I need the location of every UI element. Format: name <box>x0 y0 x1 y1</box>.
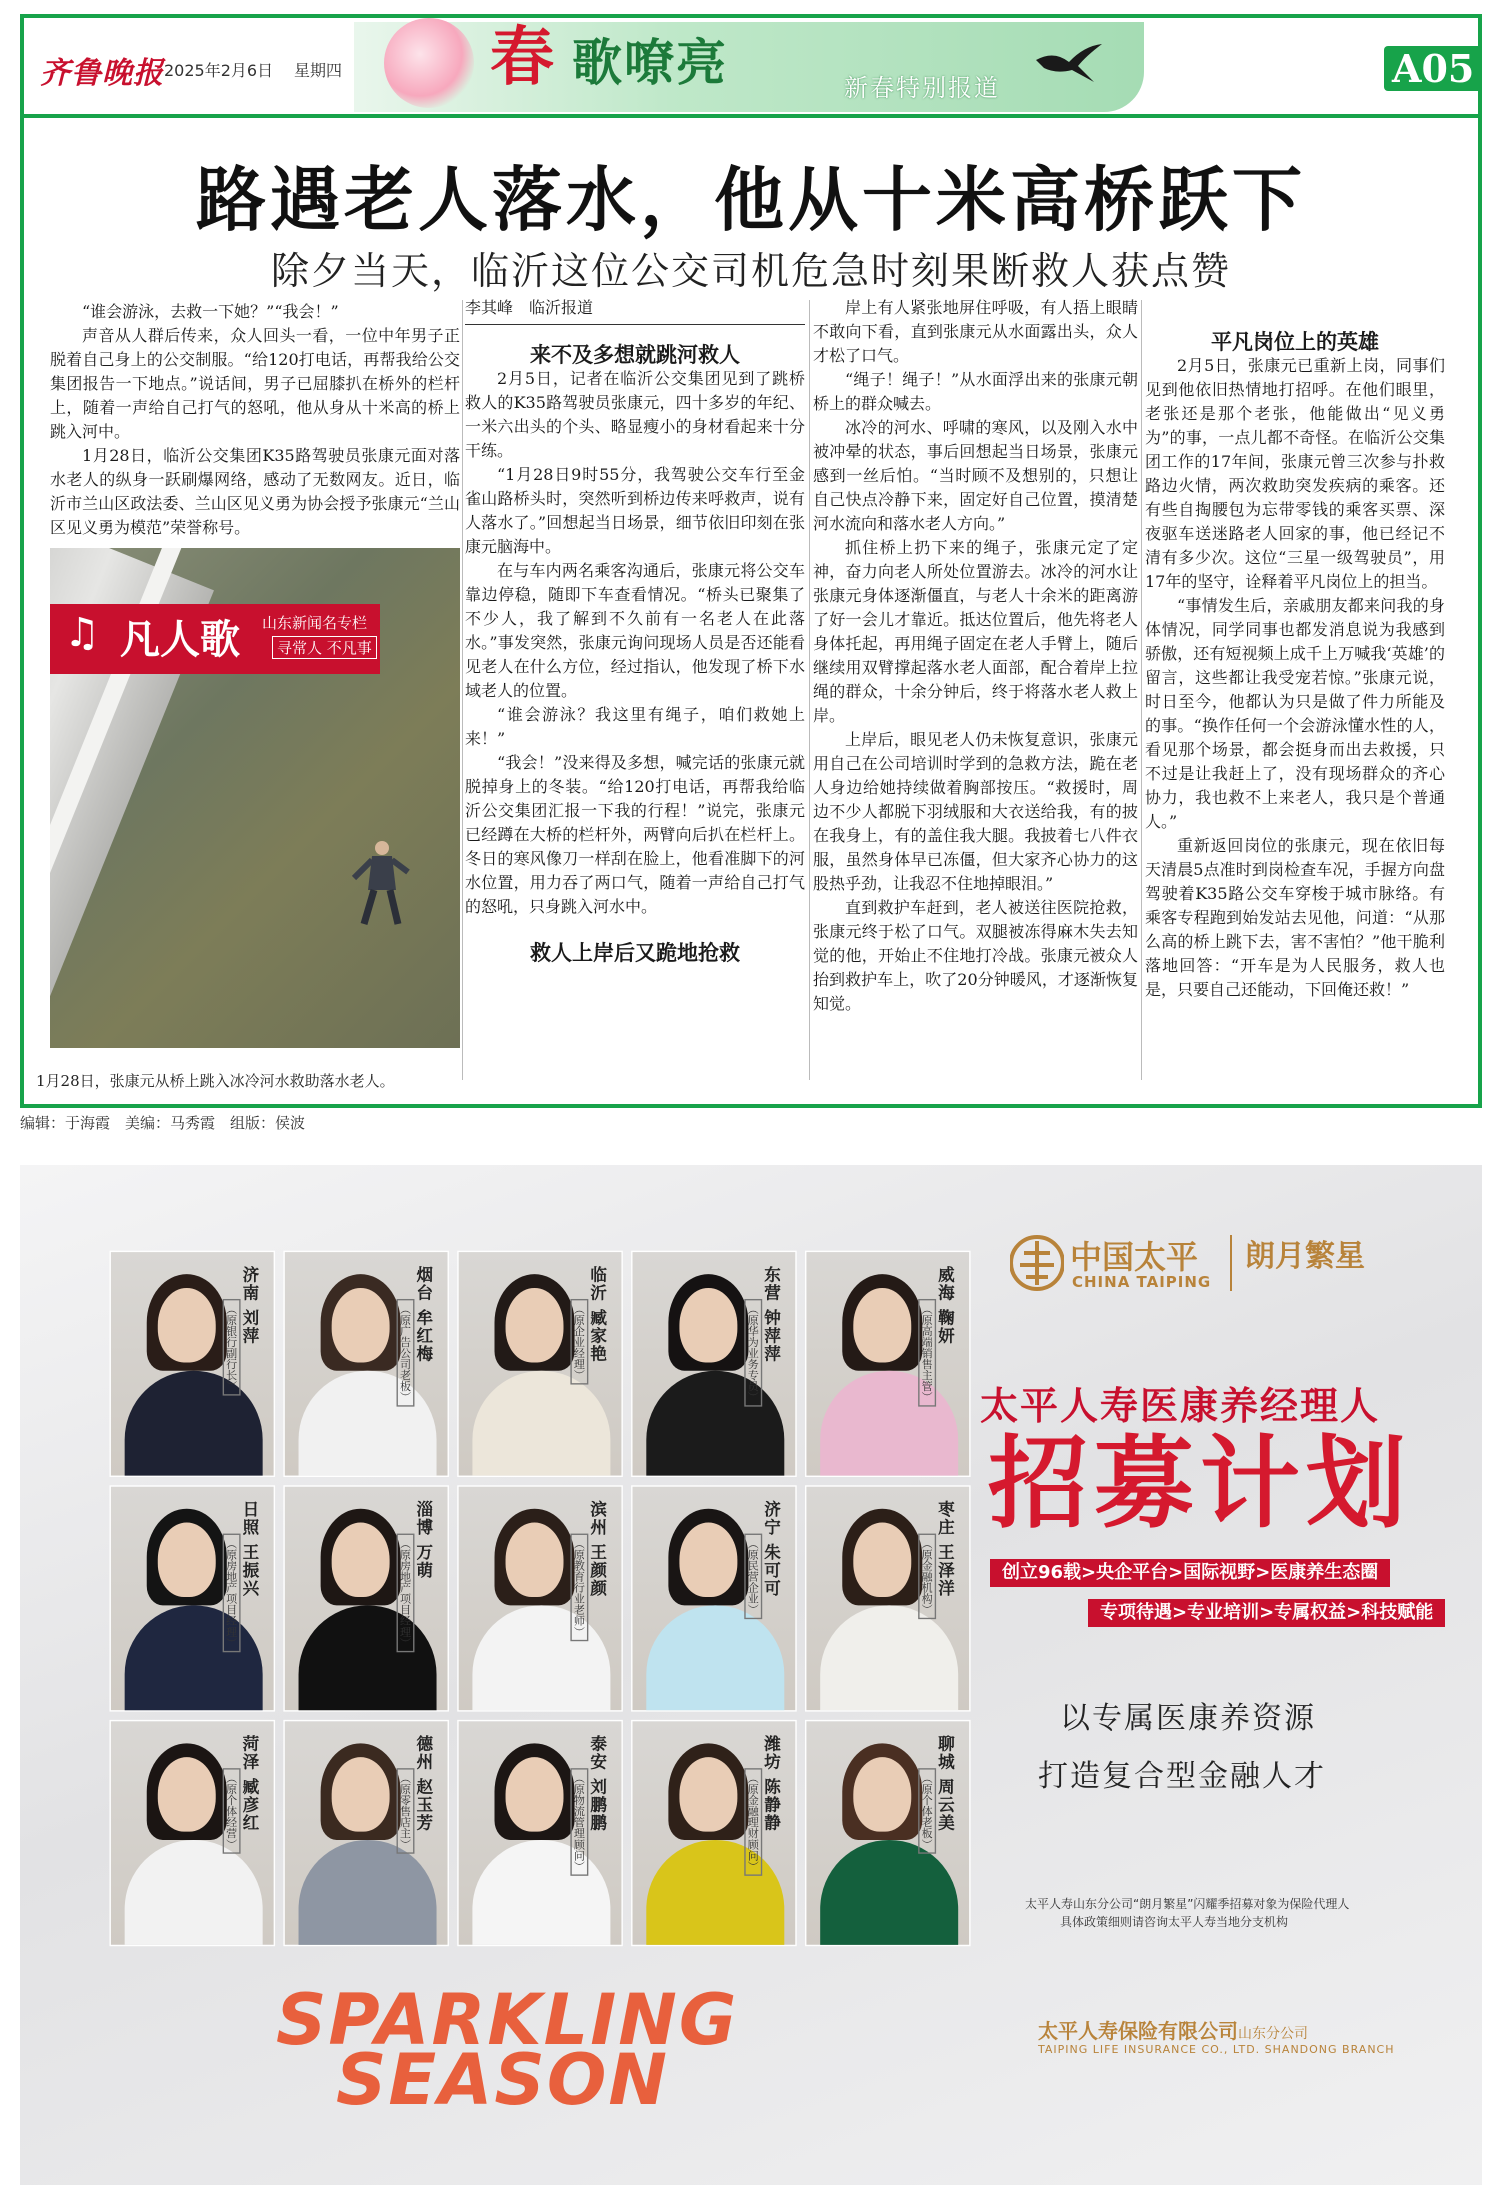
plum-blossom-icon <box>384 18 474 108</box>
portrait-face <box>506 1757 564 1832</box>
paragraph: 抓住桥上扔下来的绳子，张康元定了定神，奋力向老人所处位置游去。冰冷的河水让张康元身体逐渐僵直，与老人十余米的距离游了好一会儿才靠近。抵达位置后，他先将老人身体托起，再用绳子固定在老人手臂上，随后继续用双臂撑起落水老人面部，配合着岸上拉绳的群众，十余分钟后，终于将落水老人救上岸。 <box>813 538 1138 725</box>
portrait-face <box>506 1523 564 1598</box>
portrait-body <box>820 1840 958 1946</box>
portrait-title: （原广告公司老板） <box>397 1299 415 1407</box>
portrait-title: （原金融机构） <box>918 1534 936 1620</box>
recruit-portrait-card <box>457 1251 623 1477</box>
recruit-portrait-card <box>457 1720 623 1946</box>
column-rule <box>1141 300 1142 1080</box>
portrait-face <box>679 1288 737 1363</box>
sparkling-text: SPARKLING <box>276 1979 739 2061</box>
portrait-title: （原个体老板） <box>918 1768 936 1854</box>
page-number: A05 <box>1384 46 1482 91</box>
masthead <box>24 18 1478 118</box>
portrait-name: 潍坊 陈静静 <box>762 1735 782 1832</box>
paragraph: “绳子！绳子！”从水面浮出来的张康元朝桥上的群众喊去。 <box>813 370 1138 413</box>
portrait-name: 滨州 王颜颜 <box>588 1500 608 1598</box>
brand-name-en: CHINA TAIPING <box>1072 1273 1212 1291</box>
paragraph: 1月28日，临沂公交集团K35路驾驶员张康元面对落水老人的纵身一跃刷爆网络，感动了无数网友。近日，临沂市兰山区政法委、兰山区见义勇为协会授予张康元“兰山区见义勇为模范”荣誉称号。 <box>50 446 460 537</box>
brand-name-cn: 中国太平 <box>1070 1238 1199 1276</box>
portrait-face <box>158 1523 216 1598</box>
ad-company-branch: 山东分公司 <box>1238 2026 1308 2042</box>
paragraph: “谁会游泳？我这里有绳子，咱们救她上来！” <box>465 705 805 748</box>
ad-slogan-2: 打造复合型金融人才 <box>1038 1759 1326 1794</box>
banner-title: 歌嘹亮 <box>572 33 728 92</box>
section-heading: 救人上岸后又跪地抢救 <box>530 940 740 965</box>
newspaper-logo: 齐鲁晚报 <box>40 56 164 91</box>
ad-note-2: 具体政策细则请咨询太平人寿当地分支机构 <box>1060 1915 1289 1929</box>
paragraph: “事情发生后，亲戚朋友都来问我的身体情况，同学同事也都发消息说为我感到骄傲，还有短视频上成千上万喊我‘英雄’的留言，这些都让我受宠若惊。”张康元说，时日至今，他都认为只是做了件力所能及的事。“换作任何一个会游泳懂水性的人，看见那个场景，都会挺身而出去救援，只不过是让我赶上了，没有现场群众的齐心协力，我也救不上来老人，我只是个普通人。” <box>1145 596 1445 831</box>
section-heading: 来不及多想就跳河救人 <box>530 342 740 367</box>
portrait-face <box>332 1757 390 1832</box>
paragraph: “谁会游泳，去救一下她？”“我会！” <box>82 302 339 321</box>
ad-tagline-2: 专项待遇>专业培训>专属权益>科技赋能 <box>1088 1599 1445 1627</box>
ad-tagline-1: 创立96载>央企平台>国际视野>医康养生态圈 <box>990 1559 1390 1587</box>
recruit-portrait-card <box>283 1251 449 1477</box>
recruit-portrait-card <box>457 1485 623 1711</box>
paragraph: 2月5日，张康元已重新上岗，同事们见到他依旧热情地打招呼。在他们眼里，老张还是那个老张，他能做出“见义勇为”的事，一点儿都不奇怪。在临沂公交集团工作的17年间，张康元曾三次参与扑救路边火情，两次救助突发疾病的乘客。还有些自掏腰包为忘带零钱的乘客买票、深夜驱车送迷路老人回家的事，他已经记不清有多少次。这位“三星一级驾驶员”，用17年的坚守，诠释着平凡岗位上的担当。 <box>1145 356 1445 591</box>
portrait-name: 菏泽 臧彦红 <box>240 1735 260 1832</box>
ad-note-1: 太平人寿山东分公司“朗月繁星”闪耀季招募对象为保险代理人 <box>1025 1897 1350 1911</box>
column-badge-sub1: 山东新闻名专栏 <box>262 614 368 632</box>
special-report-label: 新春特别报道 <box>844 74 1000 102</box>
swallow-icon <box>1034 40 1104 86</box>
insurance-advertisement <box>20 1165 1482 2185</box>
article-column-3 <box>813 296 1138 1016</box>
portrait-title: （原民营企业） <box>744 1534 762 1620</box>
portrait-title: （原银行副行长） <box>223 1299 241 1396</box>
column-badge-title: 凡人歌 <box>120 616 240 663</box>
article-column-4 <box>1145 296 1445 1002</box>
article-column-2 <box>465 296 805 965</box>
article-headline: 路遇老人落水，他从十米高桥跃下 <box>196 158 1306 241</box>
paragraph: 2月5日，记者在临沂公交集团见到了跳桥救人的K35路驾驶员张康元，四十多岁的年纪、一米六出头的个头、略显瘦小的身材看起来十分干练。 <box>465 369 805 460</box>
portrait-title: （原高端销售主管） <box>918 1299 936 1407</box>
recruit-portrait-card <box>109 1720 275 1946</box>
portrait-title: （原房地产项目经理） <box>397 1534 415 1653</box>
portrait-name: 临沂 臧家艳 <box>588 1265 608 1363</box>
masthead-divider <box>24 114 1478 118</box>
portrait-name: 德州 赵玉芳 <box>414 1735 434 1832</box>
portrait-name: 济南 刘萍 <box>240 1265 260 1345</box>
portrait-body <box>125 1840 263 1946</box>
portrait-name: 淄博 万萌 <box>414 1500 434 1580</box>
portrait-name: 聊城 周云美 <box>936 1735 956 1832</box>
section-heading: 平凡岗位上的英雄 <box>1211 329 1379 354</box>
portrait-name: 枣庄 王泽洋 <box>936 1500 956 1598</box>
recruit-portrait-card <box>805 1485 971 1711</box>
portrait-body <box>472 1840 610 1946</box>
ad-title-line1: 太平人寿医康养经理人 <box>980 1383 1381 1428</box>
portrait-body <box>646 1605 784 1711</box>
article-column-1 <box>50 300 460 540</box>
paragraph: 在与车内两名乘客沟通后，张康元将公交车靠边停稳，随即下车查看情况。“桥头已聚集了不少人，我了解到不久前有一名老人在此落水。”事发突然，张康元询问现场人员是否还能看见老人在什么方位，经过指认，他发现了桥下水域老人的位置。 <box>465 561 805 700</box>
portrait-face <box>506 1288 564 1363</box>
issue-weekday: 星期四 <box>294 61 343 80</box>
rescue-photo <box>50 548 460 1048</box>
portrait-face <box>853 1757 911 1832</box>
portrait-name: 威海 鞠妍 <box>936 1265 956 1345</box>
portrait-body <box>820 1371 958 1477</box>
portrait-body <box>820 1605 958 1711</box>
portrait-title: （原华为业务专员） <box>744 1299 762 1407</box>
recruit-portrait-card <box>805 1251 971 1477</box>
photo-caption: 1月28日，张康元从桥上跳入冰冷河水救助落水老人。 <box>36 1072 395 1090</box>
column-rule <box>462 300 463 1080</box>
paragraph: 声音从人群后传来，众人回头一看，一位中年男子正脱着自己身上的公交制服。“给120打电话，再帮我给公交集团报告一下地点。”说话间，男子已屈膝扒在桥外的栏杆上，随着一声给自己打气的怒吼，他从身从十米高的桥上跳入河中。 <box>50 326 460 441</box>
portrait-body <box>472 1605 610 1711</box>
paragraph: 上岸后，眼见老人仍未恢复意识，张康元用自己在公司培训时学到的急救方法，跪在老人身边给她持续做着胸部按压。“救援时，周边不少人都脱下羽绒服和大衣送给我，有的披在我身上，有的盖住我大腿。我披着七八件衣服，虽然身体早已冻僵，但大家齐心协力的这股热乎劲，让我忍不住地掉眼泪。” <box>813 730 1138 893</box>
portrait-body <box>299 1371 437 1477</box>
byline: 李其峰 临沂报道 <box>465 296 805 325</box>
column-rule <box>809 300 810 1080</box>
portrait-name: 济宁 朱可可 <box>762 1500 782 1598</box>
portrait-name: 烟台 牟红梅 <box>414 1265 434 1363</box>
column-badge-sub2: 寻常人 不凡事 <box>272 636 377 659</box>
recruit-portrait-card <box>283 1720 449 1946</box>
recruit-portrait-card <box>631 1720 797 1946</box>
issue-date: 2025年2月6日 <box>164 61 274 80</box>
recruit-portrait-card <box>109 1485 275 1711</box>
season-text: SEASON <box>336 2039 669 2121</box>
editor-credits: 编辑：于海霞 美编：马秀霞 组版：侯波 <box>20 1114 306 1132</box>
campaign-logo: 朗月繁星 <box>1245 1239 1365 1274</box>
portrait-title: （原教育行业老师） <box>570 1534 588 1642</box>
ad-company <box>1038 2015 1308 2044</box>
portrait-face <box>679 1523 737 1598</box>
recruit-portrait-card <box>109 1251 275 1477</box>
portrait-name: 泰安 刘鹏鹏 <box>588 1735 608 1832</box>
portrait-body <box>125 1371 263 1477</box>
paragraph: 重新返回岗位的张康元，现在依旧每天清晨5点准时到岗检查车况，手握方向盘驾驶着K35路公交车穿梭于城市脉络。有乘客专程跑到始发站去见他，问道：“从那么高的桥上跳下去，害不害怕？”他干脆利落地回答：“开车是为人民服务，救人也是，只要自己还能动，下回俺还救！” <box>1145 836 1445 999</box>
portrait-title: （原金融理财顾问） <box>744 1768 762 1876</box>
banner-big-char: 春 <box>490 20 554 95</box>
ad-slogan-1: 以专属医康养资源 <box>1060 1701 1316 1736</box>
portrait-title: （原零售店主） <box>397 1768 415 1854</box>
portrait-face <box>679 1757 737 1832</box>
ad-title-line2: 招募计划 <box>988 1424 1412 1542</box>
paragraph: “1月28日9时55分，我驾驶公交车行至金雀山路桥头时，突然听到桥边传来呼救声，说有人落水了。”回想起当日场景，细节依旧印刻在张康元脑海中。 <box>465 465 805 556</box>
recruit-portrait-card <box>631 1485 797 1711</box>
paragraph: 岸上有人紧张地屏住呼吸，有人捂上眼睛不敢向下看，直到张康元从水面露出头，众人才松了口气。 <box>813 298 1138 365</box>
portrait-face <box>332 1523 390 1598</box>
portrait-face <box>332 1288 390 1363</box>
portrait-body <box>299 1605 437 1711</box>
paragraph: 直到救护车赶到，老人被送往医院抢救，张康元终于松了口气。双腿被冻得麻木失去知觉的他，开始止不住地打冷战。张康元被众人抬到救护车上，吹了20分钟暖风，才逐渐恢复知觉。 <box>813 898 1138 1013</box>
portrait-title: （原企业经理） <box>570 1299 588 1385</box>
portrait-title: （原个体经营） <box>223 1768 241 1854</box>
article-subhead: 除夕当天，临沂这位公交司机危急时刻果断救人获点赞 <box>270 251 1231 293</box>
portrait-face <box>853 1523 911 1598</box>
music-note-icon: ♫ <box>64 610 100 656</box>
china-taiping-logo-icon <box>1010 1233 1064 1293</box>
recruit-portrait-card <box>283 1485 449 1711</box>
portrait-body <box>646 1371 784 1477</box>
recruit-portrait-card <box>631 1251 797 1477</box>
portrait-face <box>158 1288 216 1363</box>
portrait-name: 日照 王振兴 <box>240 1500 260 1598</box>
portrait-name: 东营 钟萍萍 <box>762 1265 782 1363</box>
portrait-title: （原物流管理顾问） <box>570 1768 588 1876</box>
ad-company-name: 太平人寿保险有限公司 <box>1038 2019 1238 2043</box>
portrait-face <box>158 1757 216 1832</box>
jumper-figure <box>350 838 410 928</box>
portrait-face <box>853 1288 911 1363</box>
paragraph: “我会！”没来得及多想，喊完话的张康元就脱掉身上的冬装。“给120打电话，再帮我给临沂公交集团汇报一下我的行程！”说完，张康元已经蹲在大桥的栏杆外，两臂向后扒在栏杆上。冬日的寒风像刀一样刮在脸上，他看准脚下的河水位置，用力吞了两口气，随着一声给自己打气的怒吼，只身跳入河水中。 <box>465 753 805 916</box>
portrait-body <box>646 1840 784 1946</box>
recruit-portrait-grid <box>46 1201 1233 2084</box>
portrait-body <box>472 1371 610 1477</box>
ad-company-en: TAIPING LIFE INSURANCE CO., LTD. SHANDONG BRANCH <box>1038 2043 1395 2056</box>
paragraph: 冰冷的河水、呼啸的寒风，以及刚入水中被冲晕的状态，事后回想起当日场景，张康元感到一丝后怕。“当时顾不及想别的，只想让自己快点冷静下来，固定好自己位置，摸清楚河水流向和落水老人方向。” <box>813 418 1138 533</box>
portrait-body <box>299 1840 437 1946</box>
brand-divider <box>1230 1235 1232 1291</box>
recruit-portrait-card <box>805 1720 971 1946</box>
portrait-body <box>125 1605 263 1711</box>
portrait-title: （原房地产项目经理） <box>223 1534 241 1653</box>
